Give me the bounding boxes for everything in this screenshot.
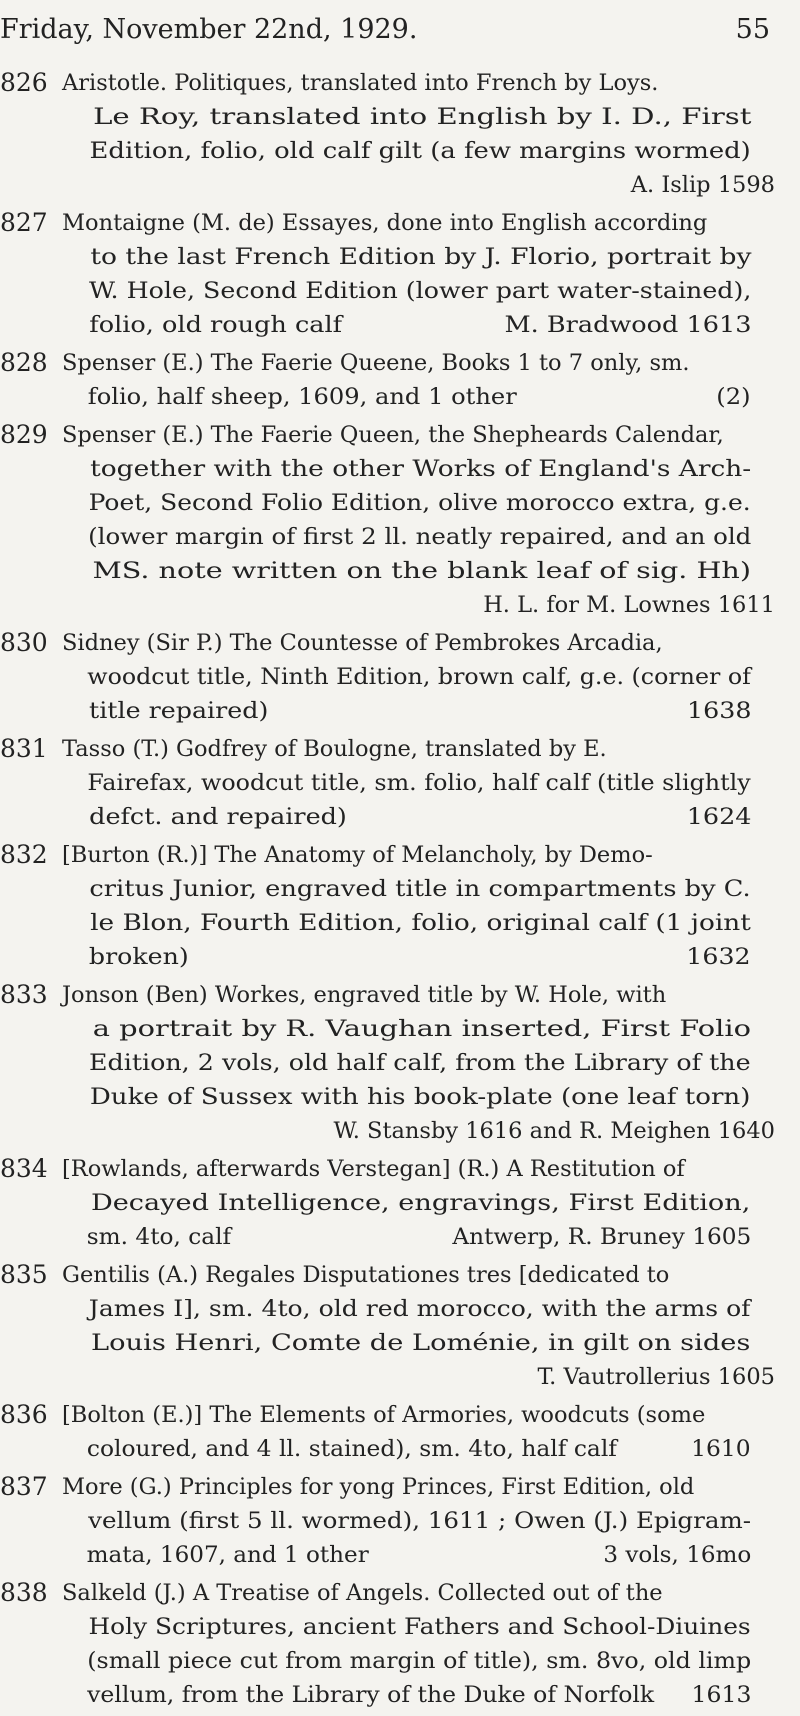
lot-line: le Blon, Fourth Edition, folio, original calf (1 joint	[90, 910, 751, 936]
lot-line: Holy Scriptures, ancient Fathers and School-Diuines	[88, 1614, 751, 1640]
lot-line: MS. note written on the blank leaf of sig. Hh)	[92, 558, 752, 584]
lot-description	[62, 978, 775, 1148]
lot-number: 831	[0, 734, 48, 763]
lot-imprint: T. Vautrollerius 1605	[537, 1364, 775, 1390]
lot-line: sm. 4to, calf Antwerp, R. Bruney 1605	[86, 1224, 752, 1250]
lot-description	[62, 732, 775, 834]
lot-entry	[0, 418, 775, 622]
lot-entry	[0, 1576, 775, 1712]
lot-list	[0, 66, 775, 1716]
lot-line: broken) 1632	[88, 944, 751, 970]
lot-line: Salkeld (J.) A Treatise of Angels. Collected out of the	[62, 1580, 663, 1606]
lot-line: [Bolton (E.)] The Elements of Armories, woodcuts (some	[62, 1402, 706, 1428]
lot-line: Louis Henri, Comte de Loménie, in gilt on sides	[91, 1330, 751, 1356]
lot-number: 837	[0, 1472, 48, 1501]
lot-entry	[0, 1152, 775, 1254]
lot-entry	[0, 346, 775, 414]
lot-line: vellum (first 5 ll. wormed), 1611 ; Owen (J.) Epigram-	[88, 1508, 752, 1534]
lot-imprint: H. L. for M. Lownes 1611	[483, 592, 775, 618]
lot-line: Montaigne (M. de) Essayes, done into English according	[62, 210, 708, 236]
lot-line: folio, half sheep, 1609, and 1 other (2)	[87, 384, 751, 410]
lot-line: mata, 1607, and 1 other 3 vols, 16mo	[86, 1542, 752, 1568]
lot-line: Fairefax, woodcut title, sm. folio, half calf (title slightly	[87, 770, 751, 796]
lot-number: 834	[0, 1154, 48, 1183]
lot-line: a portrait by R. Vaughan inserted, First Folio	[92, 1016, 751, 1042]
page-header	[0, 14, 770, 54]
lot-imprint: W. Stansby 1616 and R. Meighen 1640	[333, 1118, 775, 1144]
lot-description	[62, 626, 775, 728]
lot-line: Edition, folio, old calf gilt (a few margins wormed)	[89, 138, 751, 164]
lot-line: James I], sm. 4to, old red morocco, with the arms of	[88, 1296, 751, 1322]
lot-number: 828	[0, 348, 48, 377]
lot-number: 832	[0, 840, 48, 869]
lot-line: Poet, Second Folio Edition, olive morocco extra, g.e.	[88, 490, 751, 516]
lot-description	[62, 838, 775, 974]
lot-imprint: A. Islip 1598	[630, 172, 775, 198]
lot-line: [Rowlands, afterwards Verstegan] (R.) A Restitution of	[62, 1156, 685, 1182]
lot-entry	[0, 626, 775, 728]
lot-line: Le Roy, translated into English by I. D., First	[93, 104, 752, 130]
lot-description	[62, 1258, 775, 1394]
lot-line: (lower margin of first 2 ll. neatly repaired, and an old	[88, 524, 752, 550]
lot-line: Spenser (E.) The Faerie Queene, Books 1 to 7 only, sm.	[62, 350, 690, 376]
lot-number: 826	[0, 68, 48, 97]
lot-entry	[0, 838, 775, 974]
lot-line: W. Hole, Second Edition (lower part water-stained),	[88, 278, 752, 304]
lot-line: (small piece cut from margin of title), sm. 8vo, old limp	[87, 1648, 752, 1674]
lot-line: Duke of Sussex with his book-plate (one leaf torn)	[89, 1084, 751, 1110]
lot-number: 833	[0, 980, 48, 1009]
lot-line: together with the other Works of England's Arch-	[90, 456, 752, 482]
lot-line: Gentilis (A.) Regales Disputationes tres [dedicated to	[62, 1262, 670, 1288]
lot-description	[62, 1576, 775, 1712]
lot-line: title repaired) 1638	[89, 698, 752, 724]
lot-line: coloured, and 4 ll. stained), sm. 4to, half calf 1610	[86, 1436, 751, 1462]
lot-line: Spenser (E.) The Faerie Queen, the Shepheards Calendar,	[62, 422, 724, 448]
header-date: Friday, November 22nd, 1929.	[0, 14, 418, 45]
lot-description	[62, 346, 775, 414]
lot-line: Decayed Intelligence, engravings, First Edition,	[90, 1190, 751, 1216]
lot-entry	[0, 66, 775, 202]
lot-number: 838	[0, 1578, 48, 1607]
lot-description	[62, 66, 775, 202]
lot-description	[62, 418, 775, 622]
lot-number: 830	[0, 628, 48, 657]
lot-number: 836	[0, 1400, 48, 1429]
lot-entry	[0, 732, 775, 834]
lot-line: Jonson (Ben) Workes, engraved title by W. Hole, with	[62, 982, 667, 1008]
page-number: 55	[735, 14, 770, 45]
lot-line: critus Junior, engraved title in compartments by C.	[89, 876, 751, 902]
lot-description	[62, 1152, 775, 1254]
lot-line: Edition, 2 vols, old half calf, from the Library of the	[89, 1050, 751, 1076]
lot-line: woodcut title, Ninth Edition, brown calf, g.e. (corner of	[87, 664, 751, 690]
lot-line: [Burton (R.)] The Anatomy of Melancholy, by Demo-	[62, 842, 653, 868]
lot-number: 827	[0, 208, 48, 237]
lot-line: Sidney (Sir P.) The Countesse of Pembrokes Arcadia,	[62, 630, 663, 656]
lot-number: 829	[0, 420, 48, 449]
lot-line: folio, old rough calf M. Bradwood 1613	[89, 312, 752, 338]
lot-entry	[0, 206, 775, 342]
lot-line: defct. and repaired) 1624	[89, 804, 752, 830]
lot-line: Tasso (T.) Godfrey of Boulogne, translated by E.	[62, 736, 607, 762]
lot-line: vellum, from the Library of the Duke of Norfolk 1613	[87, 1682, 752, 1708]
lot-entry	[0, 1470, 775, 1572]
lot-entry	[0, 1398, 775, 1466]
lot-line: to the last French Edition by J. Florio, portrait by	[90, 244, 752, 270]
lot-entry	[0, 978, 775, 1148]
lot-description	[62, 1398, 775, 1466]
lot-description	[62, 1470, 775, 1572]
lot-line: Aristotle. Politiques, translated into French by Loys.	[62, 70, 659, 96]
lot-number: 835	[0, 1260, 48, 1289]
lot-description	[62, 206, 775, 342]
lot-line: More (G.) Principles for yong Princes, First Edition, old	[62, 1474, 695, 1500]
lot-entry	[0, 1258, 775, 1394]
